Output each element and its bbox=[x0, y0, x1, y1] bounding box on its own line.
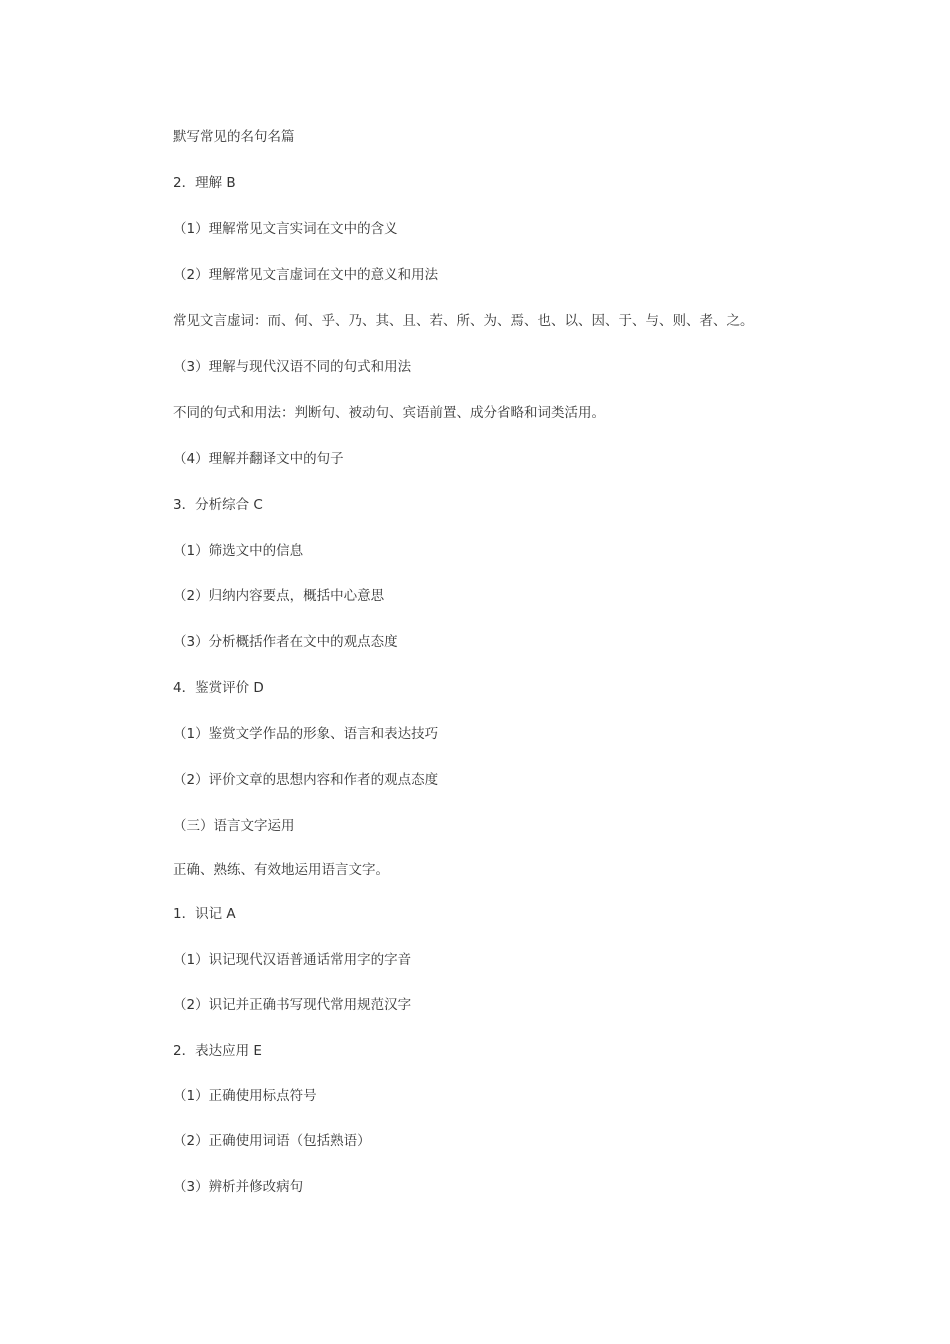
section-heading: 2．理解 B bbox=[173, 175, 236, 191]
text-line: 正确、熟练、有效地运用语言文字。 bbox=[173, 862, 389, 878]
list-item: （4）理解并翻译文中的句子 bbox=[173, 451, 344, 467]
list-item: （3）辨析并修改病句 bbox=[173, 1179, 304, 1195]
section-heading: （三）语言文字运用 bbox=[173, 818, 295, 834]
list-item: （2）正确使用词语（包括熟语） bbox=[173, 1133, 371, 1149]
list-item: （3）分析概括作者在文中的观点态度 bbox=[173, 634, 398, 650]
section-heading: 3．分析综合 C bbox=[173, 497, 263, 513]
text-line: 默写常见的名句名篇 bbox=[173, 129, 295, 145]
text-line: 不同的句式和用法：判断句、被动句、宾语前置、成分省略和词类活用。 bbox=[173, 405, 605, 421]
list-item: （1）正确使用标点符号 bbox=[173, 1088, 317, 1104]
section-heading: 4．鉴赏评价 D bbox=[173, 680, 264, 696]
list-item: （1）识记现代汉语普通话常用字的字音 bbox=[173, 952, 412, 968]
list-item: （1）理解常见文言实词在文中的含义 bbox=[173, 221, 398, 237]
list-item: （2）识记并正确书写现代常用规范汉字 bbox=[173, 997, 412, 1013]
section-heading: 1．识记 A bbox=[173, 906, 236, 922]
list-item: （2）归纳内容要点，概括中心意思 bbox=[173, 588, 385, 604]
list-item: （1）筛选文中的信息 bbox=[173, 543, 304, 559]
list-item: （3）理解与现代汉语不同的句式和用法 bbox=[173, 359, 412, 375]
section-heading: 2．表达应用 E bbox=[173, 1043, 262, 1059]
text-line: 常见文言虚词：而、何、乎、乃、其、且、若、所、为、焉、也、以、因、于、与、则、者、之。 bbox=[173, 313, 754, 329]
list-item: （1）鉴赏文学作品的形象、语言和表达技巧 bbox=[173, 726, 439, 742]
list-item: （2）理解常见文言虚词在文中的意义和用法 bbox=[173, 267, 439, 283]
list-item: （2）评价文章的思想内容和作者的观点态度 bbox=[173, 772, 439, 788]
